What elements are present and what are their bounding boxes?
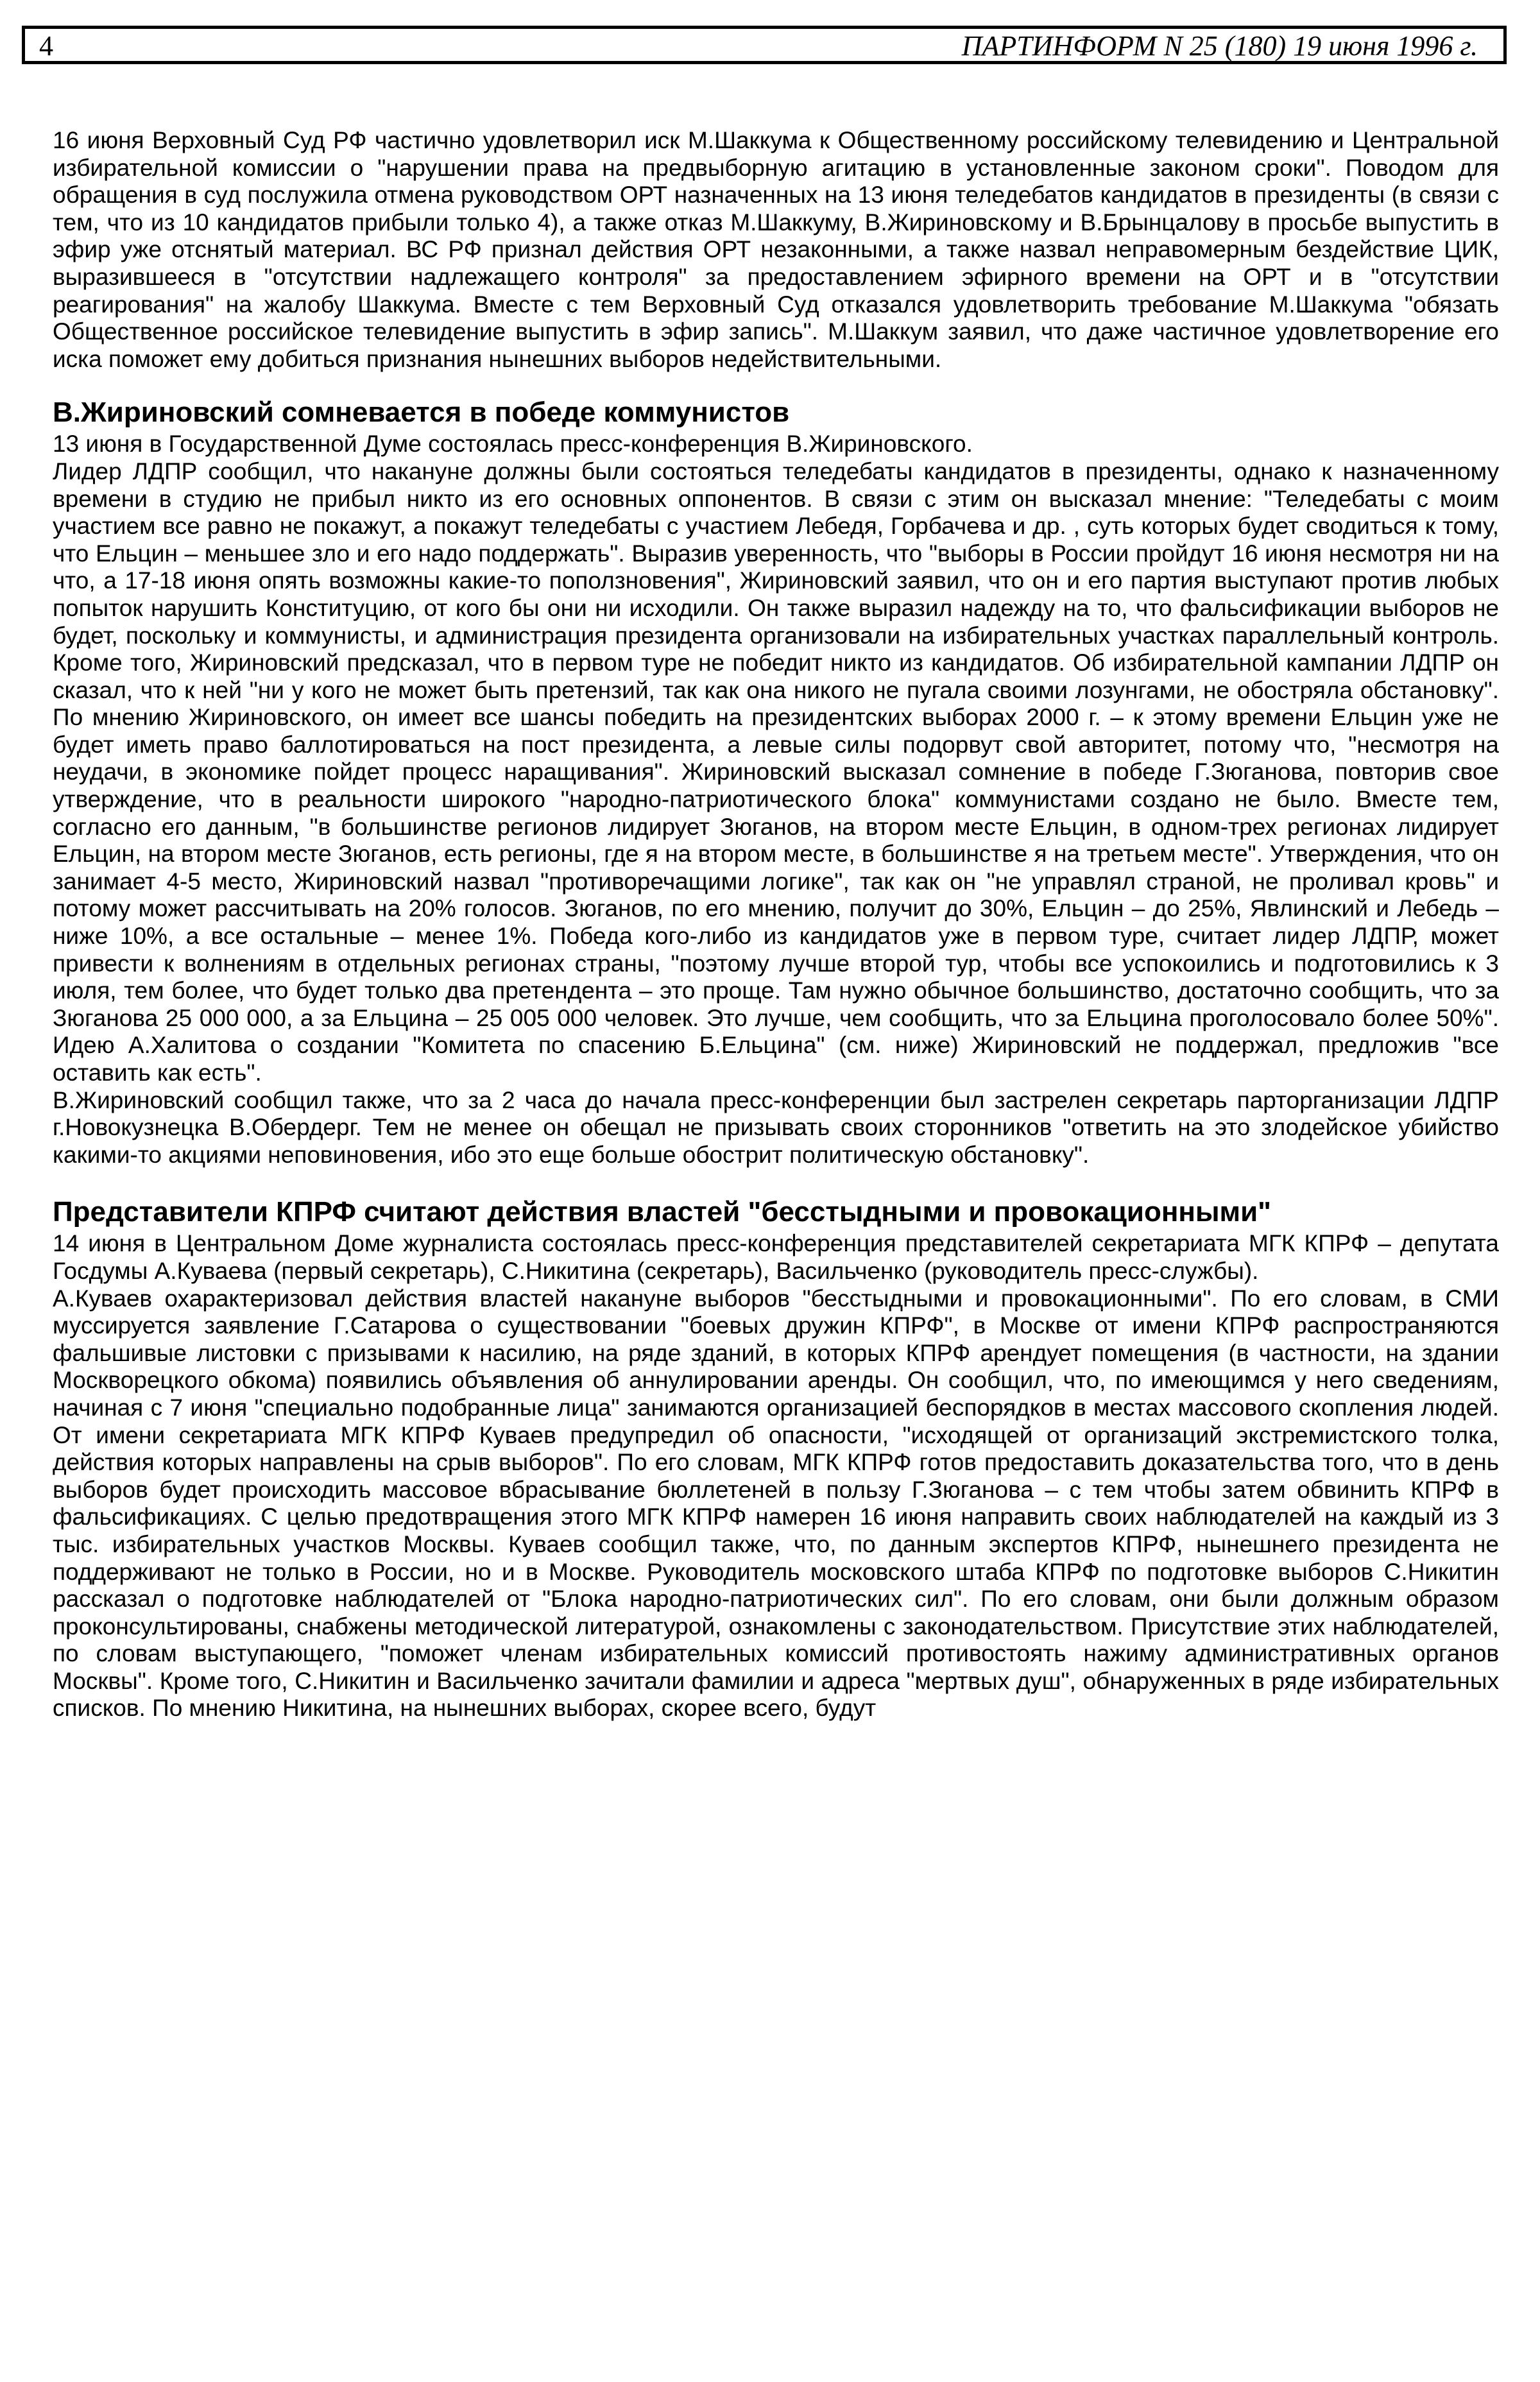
article3-paragraph-2: А.Куваев охарактеризовал действия властей накануне выборов "бесстыдными и провокационными". По его словам, в СМИ муссируется заявление Г.Сатарова о существовании "боевых дружин КПРФ", в Москве от имени КПРФ распространяются фальшивые листовки с призывами к насилию, на ряде зданий, в которых КПРФ арендует помещения (в частности, на здании Москворецкого обкома) появились объявления об аннулировании аренды. Он сообщил, что, по имеющимся у него сведениям, начиная с 7 июня "специально подобранные лица" занимаются организацией беспорядков в местах массового скопления людей. От имени секретариата МГК КПРФ Куваев предупредил об опасности, "исходящей от организаций экстремистского толка, действия которых направлены на срыв выборов". По его словам, МГК КПРФ готов предоставить доказательства того, что в день выборов будет происходить массовое вбрасывание бюллетеней в пользу Г.Зюганова – с тем чтобы затем обвинить КПРФ в фальсификациях. С целью предотвращения этого МГК КПРФ намерен 16 июня направить своих наблюдателей на каждый из 3 тыс. избирательных участков Москвы. Куваев сообщил также, что, по данным экспертов КПРФ, нынешнего президента не поддерживают не только в России, но и в Москве. Руководитель московского штаба КПРФ по подготовке выборов С.Никитин рассказал о подготовке наблюдателей от "Блока народно-патриотических сил". По его словам, они были должным образом проконсультированы, снабжены методической литературой, ознакомлены с законодательством. Присутствие этих наблюдателей, по словам выступающего, "поможет членам избирательных комиссий противостоять нажиму административных органов Москвы". Кроме того, С.Никитин и Васильченко зачитали фамилии и адреса "мертвых душ", обнаруженных в ряде избирательных списков. По мнению Никитина, на нынешних выборах, скорее всего, будут (53, 1285, 1499, 1722)
article2-paragraph-2: Лидер ЛДПР сообщил, что накануне должны были состояться теледебаты кандидатов в президенты, однако к назначенному времени в студию не прибыл никто из его основных оппонентов. В связи с этим он высказал мнение: "Теледебаты с моим участием все равно не покажут, а покажут теледебаты с участием Лебедя, Горбачева и др. , суть которых будет сводиться к тому, что Ельцин – меньшее зло и его надо поддержать". Выразив уверенность, что "выборы в России пройдут 16 июня несмотря ни на что, а 17-18 июня опять возможны какие-то поползновения", Жириновский заявил, что он и его партия выступают против любых попыток нарушить Конституцию, от кого бы они ни исходили. Он также выразил надежду на то, что фальсификации выборов не будет, поскольку и коммунисты, и администрация президента организовали на избирательных участках параллельный контроль. Кроме того, Жириновский предсказал, что в первом туре не победит никто из кандидатов. Об избирательной кампании ЛДПР он сказал, что к ней "ни у кого не может быть претензий, так как она никого не пугала своими лозунгами, не обостряла обстановку". По мнению Жириновского, он имеет все шансы победить на президентских выборах 2000 г. – к этому времени Ельцин уже не будет иметь право баллотироваться на пост президента, а левые силы подорвут свой авторитет, потому что, "несмотря на неудачи, в экономике пойдет процесс наращивания". Жириновский высказал сомнение в победе Г.Зюганова, повторив свое утверждение, что в реальности широкого "народно-патриотического блока" коммунистами создано не было. Вместе тем, согласно его данным, "в большинстве регионов лидирует Зюганов, на втором месте Ельцин, в одном-трех регионах лидирует Ельцин, на втором месте Зюганов, есть регионы, где я на втором месте, в большинстве я на третьем месте". Утверждения, что он занимает 4-5 место, Жириновский назвал "противоречащими логике", так как он "не управлял страной, не проливал кровь" и потому может рассчитывать на 20% голосов. Зюганов, по его мнению, получит до 30%, Ельцин – до 25%, Явлинский и Лебедь – ниже 10%, а все остальные – менее 1%. Победа кого-либо из кандидатов уже в первом туре, считает лидер ЛДПР, может привести к волнениям в отдельных регионах страны, "поэтому лучше второй тур, чтобы все успокоились и подготовились к 3 июля, тем более, что будет только два претендента – это проще. Там нужно обычное большинство, достаточно сообщить, что за Зюганова 25 000 000, а за Ельцина – 25 005 000 человек. Это лучше, чем сообщить, что за Ельцина проголосовало более 50%". Идею А.Халитова о создании "Комитета по спасению Б.Ельцина" (см. ниже) Жириновский не поддержал, предложив "все оставить как есть". (53, 458, 1499, 1086)
article2-title: В.Жириновский сомневается в победе коммунистов (53, 397, 790, 429)
publication-title: ПАРТИНФОРМ N 25 (180) 19 июня 1996 г. (961, 30, 1478, 62)
article3-paragraph-1: 14 июня в Центральном Доме журналиста состоялась пресс-конференция представителей секретариата МГК КПРФ – депутата Госдумы А.Куваева (первый секретарь), С.Никитина (секретарь), Васильченко (руководитель пресс-службы). (53, 1230, 1499, 1284)
article2-paragraph-3: В.Жириновский сообщил также, что за 2 часа до начала пресс-конференции был застрелен секретарь парторганизации ЛДПР г.Новокузнецка В.Обердерг. Тем не менее он обещал не призывать своих сторонников "ответить на это злодейское убийство какими-то акциями неповиновения, ибо это еще больше обострит политическую обстановку". (53, 1086, 1499, 1168)
page-number: 4 (39, 30, 53, 62)
article1-paragraph: 16 июня Верховный Суд РФ частично удовлетворил иск М.Шаккума к Общественному российскому телевидению и Центральной избирательной комиссии о "нарушении права на предвыборную агитацию в установленные законом сроки". Поводом для обращения в суд послужила отмена руководством ОРТ назначенных на 13 июня теледебатов кандидатов в президенты (в связи с тем, что из 10 кандидатов прибыли только 4), а также отказ М.Шаккуму, В.Жириновскому и В.Брынцалову в просьбе выпустить в эфир уже отснятый материал. ВС РФ признал действия ОРТ незаконными, а также назвал неправомерным бездействие ЦИК, выразившееся в "отсутствии надлежащего контроля" за предоставлением эфирного времени на ОРТ и в "отсутствии реагирования" на жалобу Шаккума. Вместе с тем Верховный Суд отказался удовлетворить требование М.Шаккума "обязать Общественное российское телевидение выпустить в эфир запись". М.Шаккум заявил, что даже частичное удовлетворение его иска поможет ему добиться признания нынешних выборов недействительными. (53, 127, 1499, 372)
section-divider (53, 1169, 1499, 1194)
section-divider (53, 373, 1499, 395)
article3-title: Представители КПРФ считают действия властей "бесстыдными и провокационными" (53, 1196, 1272, 1228)
article2-paragraph-1: 13 июня в Государственной Думе состоялась пресс-конференция В.Жириновского. (53, 431, 973, 458)
page-header (22, 26, 1507, 64)
page-content (53, 127, 1499, 1722)
